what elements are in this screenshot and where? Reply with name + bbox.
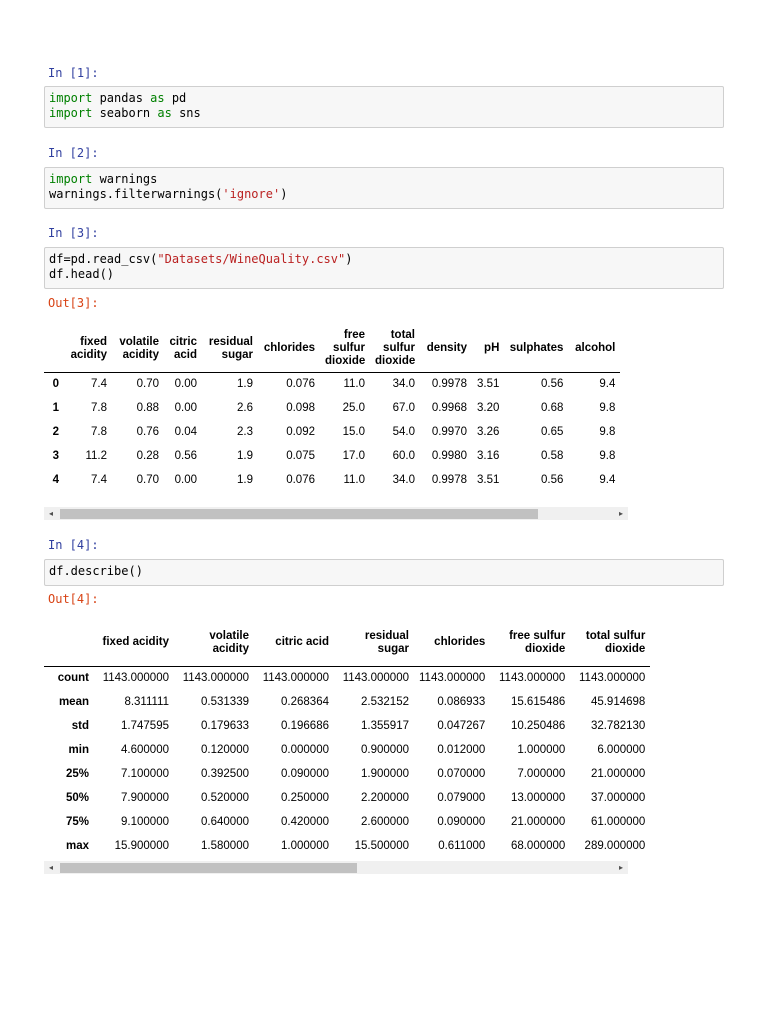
row-index: min bbox=[68, 744, 89, 756]
table-row bbox=[44, 810, 650, 834]
column-header: residual sugar bbox=[334, 620, 414, 666]
table-cell: 0.640000 bbox=[201, 816, 249, 828]
describe-table bbox=[44, 620, 650, 858]
table-cell: 0.179633 bbox=[201, 720, 249, 732]
table-cell: 0.092 bbox=[286, 426, 315, 438]
row-index: mean bbox=[58, 696, 89, 708]
table-cell: 0.098 bbox=[286, 402, 315, 414]
column-header: total sulfur dioxide bbox=[370, 326, 420, 372]
table-cell: 0.079000 bbox=[437, 792, 486, 804]
table-cell: 1.000000 bbox=[281, 840, 329, 852]
table-cell: 0.9968 bbox=[431, 402, 467, 414]
table-header-row bbox=[44, 620, 650, 666]
table-cell: 3.51 bbox=[477, 474, 500, 486]
table-cell: 11.2 bbox=[85, 450, 107, 462]
table-cell: 21.000000 bbox=[510, 816, 566, 828]
code-line bbox=[49, 172, 719, 187]
row-index: 1 bbox=[52, 402, 59, 414]
table-cell: 0.268364 bbox=[281, 696, 329, 708]
table-cell: 0.076 bbox=[286, 378, 315, 391]
table-cell: 1143.000000 bbox=[102, 672, 169, 685]
describe-scrollbar[interactable] bbox=[44, 861, 628, 874]
table-cell: 11.0 bbox=[343, 474, 365, 486]
table-cell: 0.076 bbox=[286, 474, 315, 486]
head-output bbox=[44, 326, 628, 502]
row-index: count bbox=[57, 672, 89, 685]
table-cell: 32.782130 bbox=[590, 720, 646, 732]
head-scrollbar[interactable] bbox=[44, 507, 628, 520]
table-cell: 2.6 bbox=[237, 402, 253, 414]
table-cell: 289.000000 bbox=[584, 840, 646, 852]
code-text: pandas bbox=[92, 91, 151, 105]
table-cell: 9.8 bbox=[599, 450, 616, 462]
column-header: chlorides bbox=[414, 620, 490, 666]
table-row bbox=[44, 444, 620, 468]
row-index: 50% bbox=[65, 792, 89, 804]
code-keyword: import bbox=[49, 106, 93, 120]
table-cell: 0.120000 bbox=[201, 744, 249, 756]
table-cell: 1.900000 bbox=[361, 768, 409, 780]
table-cell: 25.0 bbox=[342, 402, 365, 414]
cell-2-prompt: In [2]: bbox=[48, 146, 99, 160]
table-cell: 0.88 bbox=[136, 402, 159, 414]
column-header: density bbox=[420, 326, 472, 372]
row-index: std bbox=[71, 720, 89, 732]
row-index: 2 bbox=[52, 426, 59, 438]
table-cell: 34.0 bbox=[392, 474, 415, 486]
scroll-right-icon[interactable]: ▸ bbox=[618, 509, 623, 518]
table-cell: 0.56 bbox=[541, 474, 564, 486]
out-3-prompt: Out[3]: bbox=[48, 296, 99, 310]
scroll-right-icon[interactable]: ▸ bbox=[618, 863, 623, 872]
table-cell: 1.355917 bbox=[361, 720, 409, 732]
table-cell: 0.392500 bbox=[201, 768, 249, 780]
table-cell: 0.047267 bbox=[437, 720, 486, 732]
table-cell: 9.4 bbox=[599, 378, 616, 391]
index-header bbox=[44, 620, 94, 666]
code-line bbox=[49, 267, 719, 282]
table-row bbox=[44, 666, 650, 690]
table-cell: 13.000000 bbox=[510, 792, 566, 804]
table-cell: 1.9 bbox=[237, 474, 253, 486]
row-index: max bbox=[65, 840, 89, 852]
table-cell: 0.28 bbox=[136, 450, 159, 462]
table-cell: 3.26 bbox=[477, 426, 500, 438]
table-cell: 0.075 bbox=[286, 450, 315, 462]
table-cell: 3.51 bbox=[477, 378, 500, 391]
table-row bbox=[44, 468, 620, 492]
table-row bbox=[44, 834, 650, 858]
out-4-prompt: Out[4]: bbox=[48, 592, 99, 606]
table-cell: 3.16 bbox=[477, 450, 500, 462]
scroll-thumb[interactable] bbox=[60, 509, 538, 519]
row-index: 0 bbox=[52, 378, 59, 391]
code-text: pd bbox=[164, 91, 187, 105]
table-cell: 0.520000 bbox=[201, 792, 249, 804]
table-cell: 37.000000 bbox=[590, 792, 646, 804]
column-header: fixed acidity bbox=[94, 620, 174, 666]
table-cell: 6.000000 bbox=[597, 744, 646, 756]
table-header-row bbox=[44, 326, 620, 372]
code-text: warnings bbox=[92, 172, 158, 186]
table-row bbox=[44, 372, 620, 396]
code-text: df.describe() bbox=[49, 564, 143, 578]
table-row bbox=[44, 762, 650, 786]
describe-output bbox=[44, 620, 646, 856]
cell-1-prompt: In [1]: bbox=[48, 66, 99, 80]
code-line bbox=[49, 106, 719, 121]
table-cell: 0.900000 bbox=[361, 744, 409, 756]
table-cell: 15.900000 bbox=[114, 840, 169, 852]
table-cell: 0.00 bbox=[174, 474, 197, 486]
table-row bbox=[44, 396, 620, 420]
table-cell: 21.000000 bbox=[590, 768, 646, 780]
table-cell: 0.04 bbox=[174, 426, 197, 438]
column-header: volatile acidity bbox=[112, 326, 164, 372]
column-header: sulphates bbox=[504, 326, 568, 372]
table-cell: 10.250486 bbox=[510, 720, 566, 732]
code-string: "Datasets/WineQuality.csv" bbox=[157, 252, 346, 266]
table-cell: 1.747595 bbox=[121, 720, 169, 732]
code-text: seaborn bbox=[92, 106, 158, 120]
table-cell: 61.000000 bbox=[590, 816, 646, 828]
table-cell: 7.900000 bbox=[121, 792, 169, 804]
table-cell: 68.000000 bbox=[510, 840, 566, 852]
table-cell: 0.65 bbox=[541, 426, 564, 438]
column-header: volatile acidity bbox=[174, 620, 254, 666]
table-cell: 1.000000 bbox=[517, 744, 566, 756]
column-header: free sulfur dioxide bbox=[490, 620, 570, 666]
table-cell: 15.500000 bbox=[354, 840, 409, 852]
code-line bbox=[49, 252, 719, 267]
table-cell: 0.68 bbox=[541, 402, 564, 414]
table-cell: 2.3 bbox=[237, 426, 253, 438]
code-line bbox=[49, 564, 719, 579]
table-cell: 60.0 bbox=[392, 450, 415, 462]
cell-1-code[interactable] bbox=[44, 86, 724, 128]
table-cell: 9.8 bbox=[599, 426, 616, 438]
cell-3-prompt: In [3]: bbox=[48, 226, 99, 240]
table-cell: 0.196686 bbox=[281, 720, 329, 732]
table-cell: 0.58 bbox=[541, 450, 564, 462]
table-cell: 0.56 bbox=[541, 378, 564, 391]
table-cell: 2.600000 bbox=[361, 816, 409, 828]
table-cell: 0.086933 bbox=[437, 696, 486, 708]
code-text: df.head() bbox=[49, 267, 115, 281]
table-row bbox=[44, 420, 620, 444]
column-header: fixed acidity bbox=[64, 326, 112, 372]
code-text: ) bbox=[280, 187, 288, 201]
table-cell: 1.580000 bbox=[201, 840, 249, 852]
head-table bbox=[44, 326, 620, 492]
table-cell: 0.70 bbox=[136, 474, 159, 486]
table-cell: 0.00 bbox=[174, 402, 197, 414]
table-cell: 9.8 bbox=[599, 402, 616, 414]
row-index: 3 bbox=[52, 450, 59, 462]
code-keyword: as bbox=[157, 106, 172, 120]
table-cell: 7.8 bbox=[91, 426, 107, 438]
table-cell: 0.00 bbox=[174, 378, 197, 391]
table-cell: 8.311111 bbox=[124, 696, 169, 708]
table-cell: 0.9978 bbox=[431, 474, 467, 486]
column-header: total sulfur dioxide bbox=[570, 620, 650, 666]
code-line bbox=[49, 91, 719, 106]
table-cell: 0.531339 bbox=[201, 696, 249, 708]
table-cell: 15.0 bbox=[342, 426, 365, 438]
table-row bbox=[44, 714, 650, 738]
table-cell: 0.012000 bbox=[437, 744, 486, 756]
code-string: 'ignore' bbox=[222, 187, 281, 201]
table-cell: 0.56 bbox=[174, 450, 197, 462]
column-header: citric acid bbox=[254, 620, 334, 666]
table-cell: 9.100000 bbox=[121, 816, 169, 828]
row-index: 4 bbox=[52, 474, 59, 486]
table-row bbox=[44, 786, 650, 810]
table-cell: 0.9978 bbox=[431, 378, 467, 391]
table-cell: 1143.000000 bbox=[419, 672, 486, 685]
table-cell: 0.70 bbox=[136, 378, 159, 391]
scroll-thumb[interactable] bbox=[60, 863, 357, 873]
table-cell: 1143.000000 bbox=[579, 672, 646, 685]
table-cell: 45.914698 bbox=[590, 696, 646, 708]
column-header: free sulfur dioxide bbox=[320, 326, 370, 372]
table-cell: 7.4 bbox=[91, 378, 107, 391]
table-cell: 17.0 bbox=[342, 450, 365, 462]
table-cell: 1143.000000 bbox=[499, 672, 566, 685]
table-cell: 7.100000 bbox=[121, 768, 169, 780]
table-cell: 0.420000 bbox=[281, 816, 329, 828]
code-text: warnings.filterwarnings( bbox=[49, 187, 223, 201]
table-cell: 0.090000 bbox=[281, 768, 329, 780]
column-header: residual sugar bbox=[202, 326, 258, 372]
column-header: alcohol bbox=[568, 326, 620, 372]
cell-4-code[interactable] bbox=[44, 559, 724, 586]
table-cell: 0.9980 bbox=[431, 450, 467, 462]
table-cell: 54.0 bbox=[392, 426, 415, 438]
table-cell: 2.532152 bbox=[361, 696, 409, 708]
table-cell: 15.615486 bbox=[510, 696, 566, 708]
table-cell: 0.76 bbox=[136, 426, 159, 438]
table-cell: 34.0 bbox=[392, 378, 415, 391]
cell-2-code[interactable] bbox=[44, 167, 724, 209]
code-keyword: import bbox=[49, 91, 93, 105]
table-cell: 1143.000000 bbox=[342, 672, 409, 685]
row-index: 75% bbox=[65, 816, 89, 828]
table-cell: 4.600000 bbox=[121, 744, 169, 756]
table-cell: 1143.000000 bbox=[262, 672, 329, 685]
table-row bbox=[44, 738, 650, 762]
table-cell: 1.9 bbox=[237, 450, 253, 462]
table-cell: 0.611000 bbox=[438, 840, 486, 852]
code-text: df=pd.read_csv( bbox=[49, 252, 158, 266]
code-text: sns bbox=[171, 106, 201, 120]
code-keyword: as bbox=[150, 91, 165, 105]
table-cell: 2.200000 bbox=[361, 792, 409, 804]
table-cell: 3.20 bbox=[477, 402, 500, 414]
table-cell: 11.0 bbox=[343, 378, 365, 391]
code-text: ) bbox=[345, 252, 353, 266]
table-cell: 0.9970 bbox=[431, 426, 467, 438]
table-cell: 0.250000 bbox=[281, 792, 329, 804]
table-cell: 1143.000000 bbox=[182, 672, 249, 685]
table-cell: 7.000000 bbox=[517, 768, 566, 780]
column-header: pH bbox=[472, 326, 504, 372]
table-cell: 7.4 bbox=[91, 474, 107, 486]
cell-4-prompt: In [4]: bbox=[48, 538, 99, 552]
table-cell: 1.9 bbox=[237, 378, 253, 391]
row-index: 25% bbox=[65, 768, 89, 780]
table-cell: 0.090000 bbox=[437, 816, 486, 828]
code-keyword: import bbox=[49, 172, 93, 186]
table-cell: 67.0 bbox=[392, 402, 415, 414]
scroll-left-icon[interactable]: ◂ bbox=[48, 863, 53, 872]
cell-3-code[interactable] bbox=[44, 247, 724, 289]
table-row bbox=[44, 690, 650, 714]
scroll-left-icon[interactable]: ◂ bbox=[48, 509, 53, 518]
column-header: citric acid bbox=[164, 326, 202, 372]
index-header bbox=[44, 326, 64, 372]
table-cell: 0.000000 bbox=[281, 744, 329, 756]
column-header: chlorides bbox=[258, 326, 320, 372]
table-cell: 0.070000 bbox=[437, 768, 486, 780]
table-cell: 7.8 bbox=[91, 402, 107, 414]
table-cell: 9.4 bbox=[599, 474, 616, 486]
code-line bbox=[49, 187, 719, 202]
